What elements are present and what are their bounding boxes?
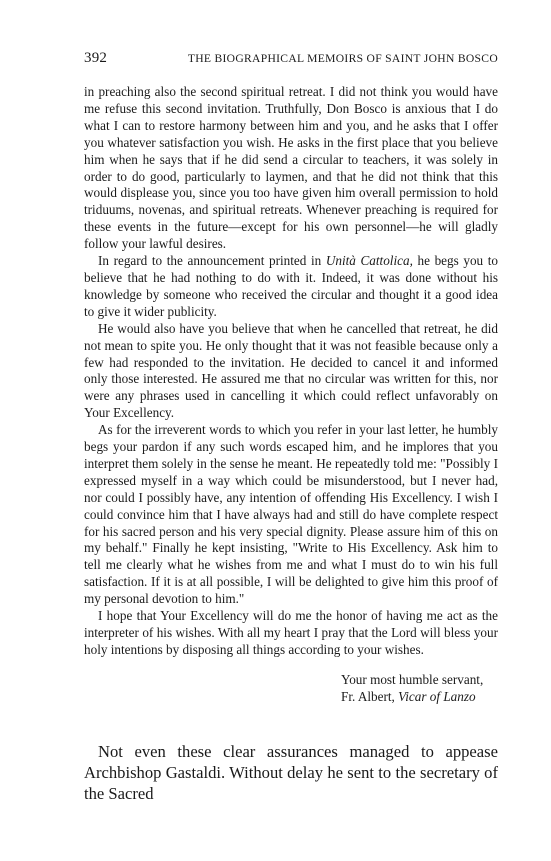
narrative-paragraph: Not even these clear assurances managed to appease Archbishop Gastaldi. Without delay he sent to the secretary of the Sacred xyxy=(84,741,498,803)
letter-paragraph xyxy=(84,253,498,321)
book-page xyxy=(84,50,498,804)
letter-body xyxy=(84,84,498,659)
newspaper-title: Unità Cattolica, xyxy=(325,253,413,269)
letter-paragraph: He would also have you believe that when he cancelled that retreat, he did not mean to spite you. He only thought that it was not feasible because only a few had responded to the invitation. He decided to cancel it and informed only those interested. He assured me that no circular was written for this, nor were any phrases used in cancelling it which could reflect unfavorably on Your Excellency. xyxy=(84,320,498,421)
letter-paragraph: in preaching also the second spiritual retreat. I did not think you would have me refuse this second invitation. Truthfully, Don Bosco is anxious that I do what I can to restore harmony between him and you, and he asks that I offer you whatever satisfaction you wish. He asks in the first place that you believe him when he says that if he did send a circular to teachers, it was solely in order to do good, particularly to laymen, and that he did not think that this would displease you, since you too have given him overall permission to hold triduums, novenas, and spiritual retreats. Whenever preaching is required for these events in the future—except for his own personnel—he will gladly follow your lawful desires. xyxy=(84,84,498,252)
paragraph-text: In regard to the announcement printed in xyxy=(98,253,326,269)
signer-name: Fr. Albert, xyxy=(341,688,399,704)
paragraph-text: he begs you to believe that he had nothing to do with it. Indeed, it was done without his knowledge by someone who received the circular and thought it a good idea to give it wider publicity. xyxy=(84,253,499,319)
narrative-body xyxy=(84,741,498,804)
running-head xyxy=(84,50,498,70)
page-number: 392 xyxy=(84,50,108,66)
signer-title: Vicar of Lanzo xyxy=(398,688,476,704)
letter-paragraph: As for the irreverent words to which you refer in your last letter, he humbly begs your pardon if any such words escaped him, and he implores that you interpret them solely in the sense he meant. He repeatedly told me: "Possibly I expressed myself in a way which could be misunderstood, but I never had, nor could I possibly have, any intention of offending His Excellency. I wish I could convince him that I have always had and still do have complete respect for his sacred person and his very special dignity. Please assure him of this on my behalf." Finally he kept insisting, "Write to His Excellency. Ask him to tell me clearly what he wishes from me and what I must do to win his full satisfaction. If it is at all possible, I will be delighted to give him this proof of my personal devotion to him." xyxy=(84,422,498,607)
letter-paragraph: I hope that Your Excellency will do me the honor of having me act as the interpreter of his wishes. With all my heart I pray that the Lord will bless your holy intentions by disposing all things according to your wishes. xyxy=(84,608,498,657)
signature-name xyxy=(341,689,498,706)
signature-block xyxy=(341,672,498,706)
signature-closing: Your most humble servant, xyxy=(341,671,484,687)
running-title: THE BIOGRAPHICAL MEMOIRS OF SAINT JOHN BOSCO xyxy=(187,52,498,65)
